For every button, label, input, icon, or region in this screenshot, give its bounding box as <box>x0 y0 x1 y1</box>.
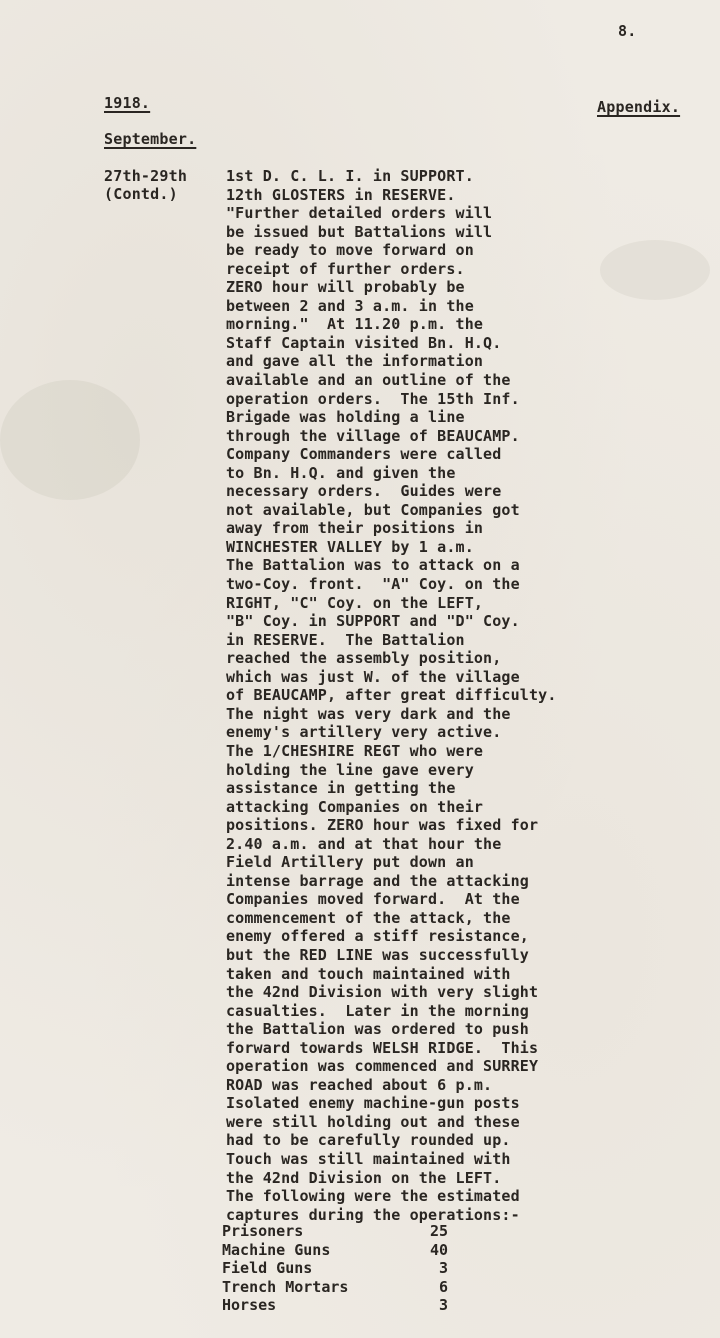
diary-line: Brigade was holding a line <box>226 408 465 427</box>
diary-line: Touch was still maintained with <box>226 1149 511 1168</box>
diary-line: enemy's artillery very active. <box>226 723 502 742</box>
diary-line: between 2 and 3 a.m. in the <box>226 296 474 315</box>
diary-line: positions. ZERO hour was fixed for <box>226 816 539 835</box>
capture-row <box>222 1259 448 1278</box>
diary-line: be issued but Battalions will <box>226 222 493 241</box>
diary-line: and gave all the information <box>226 352 484 371</box>
diary-line: 12th GLOSTERS in RESERVE. <box>226 185 456 204</box>
appendix-heading: Appendix. <box>597 98 681 116</box>
year-heading: 1918. <box>104 94 151 112</box>
diary-line: commencement of the attack, the <box>226 908 511 927</box>
diary-line: holding the line gave every <box>226 760 474 779</box>
captures-list <box>222 1222 448 1315</box>
capture-label: Machine Guns <box>222 1240 331 1259</box>
diary-line: "B" Coy. in SUPPORT and "D" Coy. <box>226 612 520 631</box>
diary-line: The following were the estimated <box>226 1187 520 1206</box>
diary-line: the 42nd Division on the LEFT. <box>226 1168 502 1187</box>
diary-line: Staff Captain visited Bn. H.Q. <box>226 333 502 352</box>
capture-label: Field Guns <box>222 1259 313 1277</box>
diary-line: were still holding out and these <box>226 1112 520 1131</box>
diary-line: two-Coy. front. "A" Coy. on the <box>226 575 520 594</box>
diary-line: reached the assembly position, <box>226 649 502 668</box>
diary-line: of BEAUCAMP, after great difficulty. <box>226 686 557 705</box>
diary-line: but the RED LINE was successfully <box>226 945 529 964</box>
diary-line: "Further detailed orders will <box>226 204 493 223</box>
capture-row <box>222 1241 448 1260</box>
diary-line: the Battalion was ordered to push <box>226 1020 529 1039</box>
diary-line: operation orders. The 15th Inf. <box>226 389 520 408</box>
capture-label: Prisoners <box>222 1222 304 1240</box>
diary-line: forward towards WELSH RIDGE. This <box>226 1038 539 1057</box>
diary-line: enemy offered a stiff resistance, <box>226 927 529 946</box>
capture-row <box>222 1296 448 1315</box>
diary-line: The night was very dark and the <box>226 704 511 723</box>
diary-line: morning." At 11.20 p.m. the <box>226 315 484 334</box>
paper-stain <box>0 380 140 500</box>
diary-line: ZERO hour will probably be <box>226 278 465 297</box>
diary-line: the 42nd Division with very slight <box>226 983 539 1002</box>
diary-line: necessary orders. Guides were <box>226 482 502 501</box>
diary-line: Isolated enemy machine-gun posts <box>226 1094 520 1113</box>
capture-value: 3 <box>438 1296 448 1314</box>
diary-line: through the village of BEAUCAMP. <box>226 426 520 445</box>
page-number: 8. <box>618 22 637 40</box>
diary-line: had to be carefully rounded up. <box>226 1131 511 1150</box>
war-diary-entry <box>226 167 646 1224</box>
capture-row <box>222 1222 448 1241</box>
date-continued: (Contd.) <box>104 185 178 203</box>
diary-line: be ready to move forward on <box>226 241 474 260</box>
diary-line: 2.40 a.m. and at that hour the <box>226 834 502 853</box>
diary-line: 1st D. C. L. I. in SUPPORT. <box>226 167 474 185</box>
diary-line: Companies moved forward. At the <box>226 890 520 909</box>
capture-label: Horses <box>222 1296 277 1314</box>
capture-row <box>222 1278 448 1297</box>
capture-value: 3 <box>438 1259 448 1277</box>
diary-line: taken and touch maintained with <box>226 964 511 983</box>
diary-line: to Bn. H.Q. and given the <box>226 463 456 482</box>
diary-line: intense barrage and the attacking <box>226 871 529 890</box>
diary-line: ROAD was reached about 6 p.m. <box>226 1075 493 1094</box>
capture-value: 25 <box>429 1222 448 1240</box>
diary-line: in RESERVE. The Battalion <box>226 630 465 649</box>
diary-line: Field Artillery put down an <box>226 853 474 872</box>
diary-line: away from their positions in <box>226 519 484 538</box>
diary-line: Company Commanders were called <box>226 445 502 464</box>
diary-line: available and an outline of the <box>226 371 511 390</box>
diary-line: The 1/CHESHIRE REGT who were <box>226 741 484 760</box>
diary-line: which was just W. of the village <box>226 667 520 686</box>
date-range: 27th-29th <box>104 167 188 185</box>
diary-line: assistance in getting the <box>226 779 456 798</box>
diary-line: receipt of further orders. <box>226 259 465 278</box>
diary-line: RIGHT, "C" Coy. on the LEFT, <box>226 593 484 612</box>
diary-line: captures during the operations:- <box>226 1205 520 1224</box>
capture-value: 40 <box>429 1240 448 1259</box>
month-heading: September. <box>104 130 197 148</box>
diary-line: not available, but Companies got <box>226 500 520 519</box>
capture-label: Trench Mortars <box>222 1277 349 1296</box>
diary-line: The Battalion was to attack on a <box>226 556 520 575</box>
diary-line: operation was commenced and SURREY <box>226 1057 539 1076</box>
diary-line: casualties. Later in the morning <box>226 1001 529 1020</box>
capture-value: 6 <box>438 1277 448 1296</box>
diary-line: attacking Companies on their <box>226 797 484 816</box>
diary-line: WINCHESTER VALLEY by 1 a.m. <box>226 537 474 556</box>
